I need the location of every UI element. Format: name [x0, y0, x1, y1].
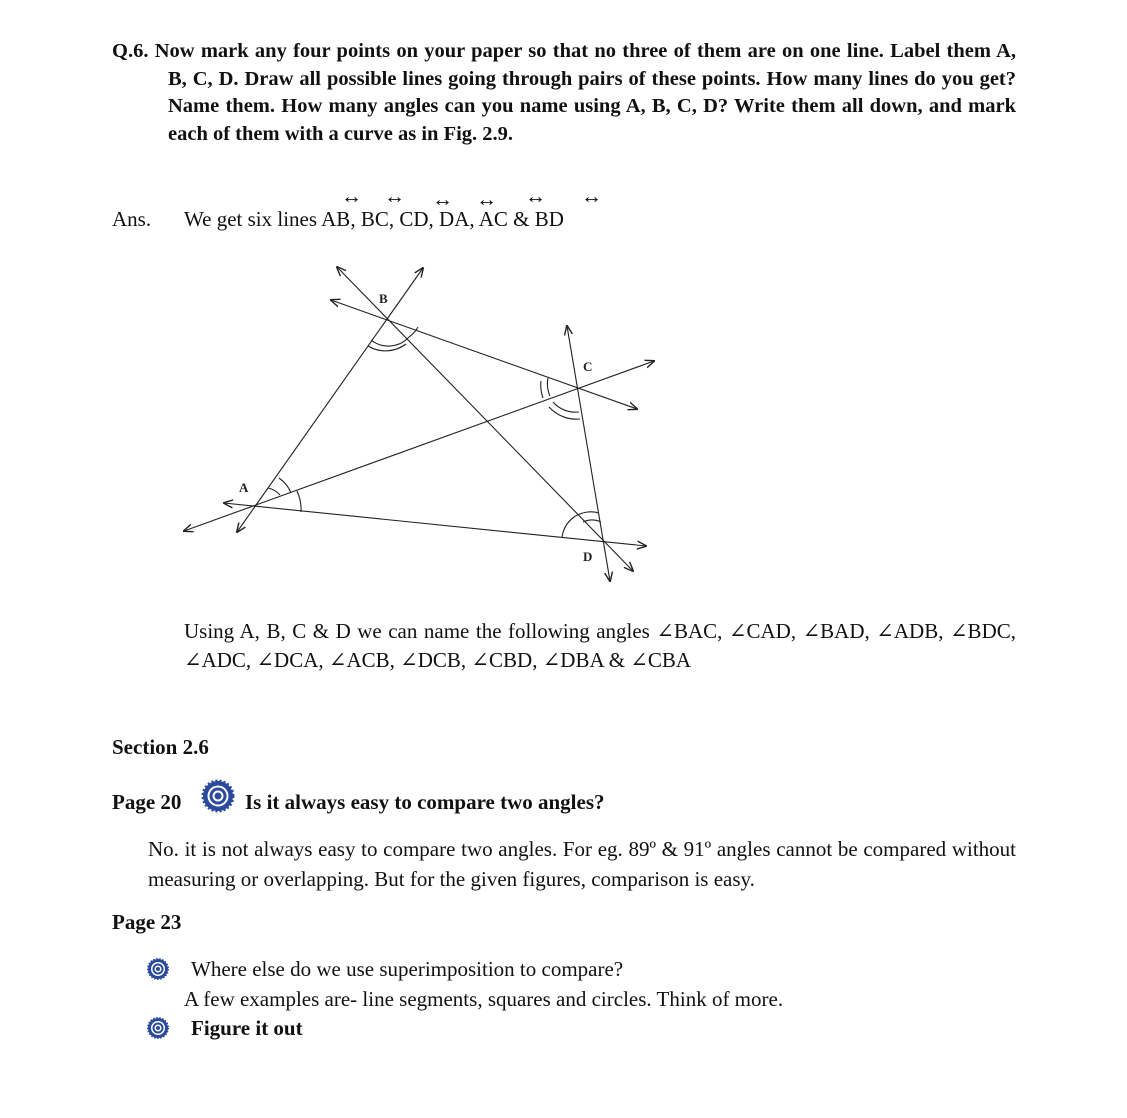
line-ac	[184, 361, 654, 531]
answer-lines-sentence: We get six lines AB, BC, CD, DA, AC & BD	[184, 207, 564, 231]
bullet-superimposition-answer: A few examples are- line segments, squares and circles. Think of more.	[184, 987, 784, 1011]
angles-list: Using A, B, C & D we can name the following angles ∠BAC, ∠CAD, ∠BAD, ∠ADB, ∠BDC, ∠ADC, ∠DCA, ∠ACB, ∠DCB, ∠CBD, ∠DBA & ∠CBA	[184, 619, 1016, 672]
four-points-figure	[176, 258, 666, 588]
angle-arc-b	[368, 344, 406, 351]
line-symbol-ac: ↔	[525, 184, 546, 208]
point-label-c: C	[583, 359, 593, 374]
line-da	[224, 503, 646, 546]
line-name: AC	[478, 207, 508, 231]
line-name: AB	[321, 207, 351, 231]
line-symbol-bd: ↔	[581, 184, 602, 208]
angle-arc-c	[547, 378, 550, 396]
question-number: Q.6.	[112, 40, 149, 62]
line-symbol-cd: ↔	[432, 187, 453, 211]
point-label-a: A	[239, 480, 249, 495]
angle-arc-c	[553, 402, 579, 412]
page-20-label: Page 20	[112, 790, 182, 814]
line-name: BD	[534, 207, 564, 231]
page-23-label: Page 23	[112, 910, 182, 934]
page-20-answer: No. it is not always easy to compare two angles. For eg. 89º & 91º angles cannot be compared without measuring or overlapping. But for the given figures, comparison is easy.	[148, 837, 1016, 891]
point-label-d: D	[583, 549, 593, 564]
angle-arc-b	[371, 337, 409, 346]
angle-arc-c	[541, 381, 543, 398]
line-name: CD	[399, 207, 429, 231]
gear-bullet-icon	[147, 1017, 169, 1039]
angle-arc-d	[574, 512, 599, 517]
gear-bullet-icon	[147, 958, 169, 980]
question-text: Now mark any four points on your paper so that no three of them are on one line. Label them A, B, C, D. Draw all possible lines going through pairs of these points. How many lines do you get? Name them. How many angles can you name using A, B, C, D? Write them all down, and mark each of them with a curve as in Fig. 2.9.	[154, 40, 1017, 145]
bullet-figure-it-out: Figure it out	[191, 1016, 303, 1040]
answer-label: Ans.	[112, 207, 152, 231]
angle-arc-a	[268, 488, 280, 495]
page-20-question: Is it always easy to compare two angles?	[245, 790, 605, 814]
line-symbol-ab: ↔	[341, 184, 362, 208]
gear-bullet-icon	[201, 779, 235, 813]
angle-arc-a	[297, 491, 301, 512]
line-symbol-da: ↔	[476, 187, 497, 211]
section-title: Section 2.6	[112, 735, 209, 759]
angle-arc-d	[562, 517, 574, 538]
answer-prefix: We get six lines	[184, 207, 322, 231]
line-ab	[237, 268, 423, 532]
line-name: BC	[360, 207, 389, 231]
line-name: DA	[439, 207, 470, 231]
angle-arc-c	[549, 407, 580, 419]
angle-arc-a	[279, 478, 291, 493]
point-label-b: B	[379, 291, 388, 306]
line-symbol-bc: ↔	[384, 184, 405, 208]
line-bd	[337, 267, 633, 571]
question-block	[112, 38, 1016, 148]
line-bc	[331, 300, 637, 409]
bullet-superimposition-question: Where else do we use superimposition to compare?	[191, 957, 624, 981]
